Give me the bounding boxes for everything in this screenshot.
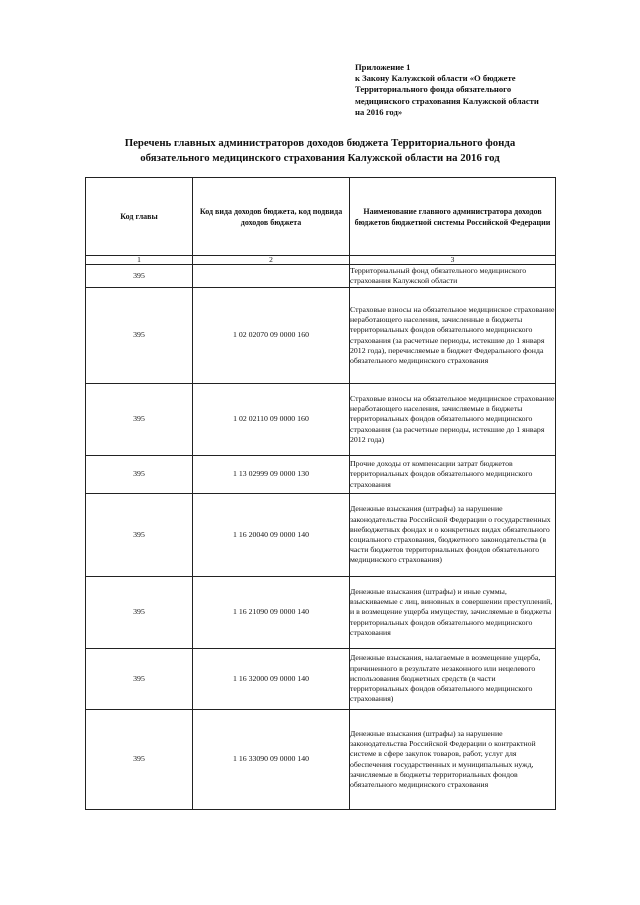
table-row <box>86 384 556 456</box>
table-header-row <box>86 178 556 256</box>
table-row <box>86 456 556 494</box>
table-row <box>86 710 556 810</box>
appendix-line: к Закону Калужской области «О бюджете <box>355 73 516 84</box>
appendix-line: Приложение 1 <box>355 62 411 72</box>
appendix-line: Территориального фонда обязательного <box>355 84 512 95</box>
column-number: 1 <box>86 256 193 265</box>
head-code-cell: 395 <box>86 265 193 288</box>
head-code-cell: 395 <box>86 577 193 649</box>
name-cell: Прочие доходы от компенсации затрат бюджетов территориальных фондов обязательного медицинского страхования <box>350 456 556 494</box>
name-cell: Денежные взыскания, налагаемые в возмещение ущерба, причиненного в результате незаконного или нецелевого использования бюджетных средств (в части территориальных фондов обязательного медицинского страхования) <box>350 649 556 710</box>
head-code-cell: 395 <box>86 384 193 456</box>
name-cell: Страховые взносы на обязательное медицинское страхование неработающего населения, зачисленные в бюджеты территориальных фондов обязательного медицинского страхования (за расчетные периоды, истекшие до 1 января 2012 года), перечисляемые в бюджет Федерального фонда обязательного медицинского страхования <box>350 288 556 384</box>
title-line-1: Перечень главных администраторов доходов бюджета Территориального фонда <box>124 137 516 149</box>
appendix-line: медицинского страхования Калужской области <box>355 95 539 106</box>
table-row <box>86 649 556 710</box>
kbk-cell: 1 02 02110 09 0000 160 <box>193 384 350 456</box>
column-number: 2 <box>193 256 350 265</box>
header-kbk: Код вида доходов бюджета, код подвида доходов бюджета <box>193 178 350 256</box>
title-line-2: обязательного медицинского страхования Калужской области на 2016 год <box>140 152 500 164</box>
appendix-note <box>355 62 585 118</box>
header-head-code: Код главы <box>86 178 193 256</box>
kbk-cell: 1 02 02070 09 0000 160 <box>193 288 350 384</box>
kbk-cell: 1 16 32000 09 0000 140 <box>193 649 350 710</box>
table-row <box>86 494 556 577</box>
column-number: 3 <box>350 256 556 265</box>
document-title <box>0 136 640 166</box>
name-cell: Страховые взносы на обязательное медицинское страхование неработающего населения, зачисляемые в бюджеты территориальных фондов обязательного медицинского страхования (за расчетные периоды, истекшие до 1 января 2012 года) <box>350 384 556 456</box>
head-code-cell: 395 <box>86 710 193 810</box>
kbk-cell <box>193 265 350 288</box>
head-code-cell: 395 <box>86 494 193 577</box>
kbk-cell: 1 16 33090 09 0000 140 <box>193 710 350 810</box>
kbk-cell: 1 16 20040 09 0000 140 <box>193 494 350 577</box>
name-cell: Территориальный фонд обязательного медицинского страхования Калужской области <box>350 265 556 288</box>
header-name: Наименование главного администратора доходов бюджетов бюджетной системы Российской Федерации <box>350 178 556 256</box>
kbk-cell: 1 16 21090 09 0000 140 <box>193 577 350 649</box>
kbk-cell: 1 13 02999 09 0000 130 <box>193 456 350 494</box>
head-code-cell: 395 <box>86 288 193 384</box>
name-cell: Денежные взыскания (штрафы) за нарушение законодательства Российской Федерации о государственных внебюджетных фондах и о конкретных видах обязательного социального страхования, бюджетного законодательства (в части бюджетов территориальных фондов обязательного медицинского страхования) <box>350 494 556 577</box>
head-code-cell: 395 <box>86 456 193 494</box>
head-code-cell: 395 <box>86 649 193 710</box>
table-row <box>86 577 556 649</box>
name-cell: Денежные взыскания (штрафы) и иные суммы, взыскиваемые с лиц, виновных в совершении преступлений, и в возмещение ущерба имуществу, зачисляемые в бюджеты территориальных фондов обязательного медицинского страхования <box>350 577 556 649</box>
administrators-table <box>85 177 556 810</box>
table-row <box>86 288 556 384</box>
column-number-row <box>86 256 556 265</box>
appendix-line: на 2016 год» <box>355 106 403 117</box>
name-cell: Денежные взыскания (штрафы) за нарушение законодательства Российской Федерации о контрактной системе в сфере закупок товаров, работ, услуг для обеспечения государственных и муниципальных нужд, зачисляемые в бюджеты территориальных фондов обязательного медицинского страхования <box>350 710 556 810</box>
table-row <box>86 265 556 288</box>
